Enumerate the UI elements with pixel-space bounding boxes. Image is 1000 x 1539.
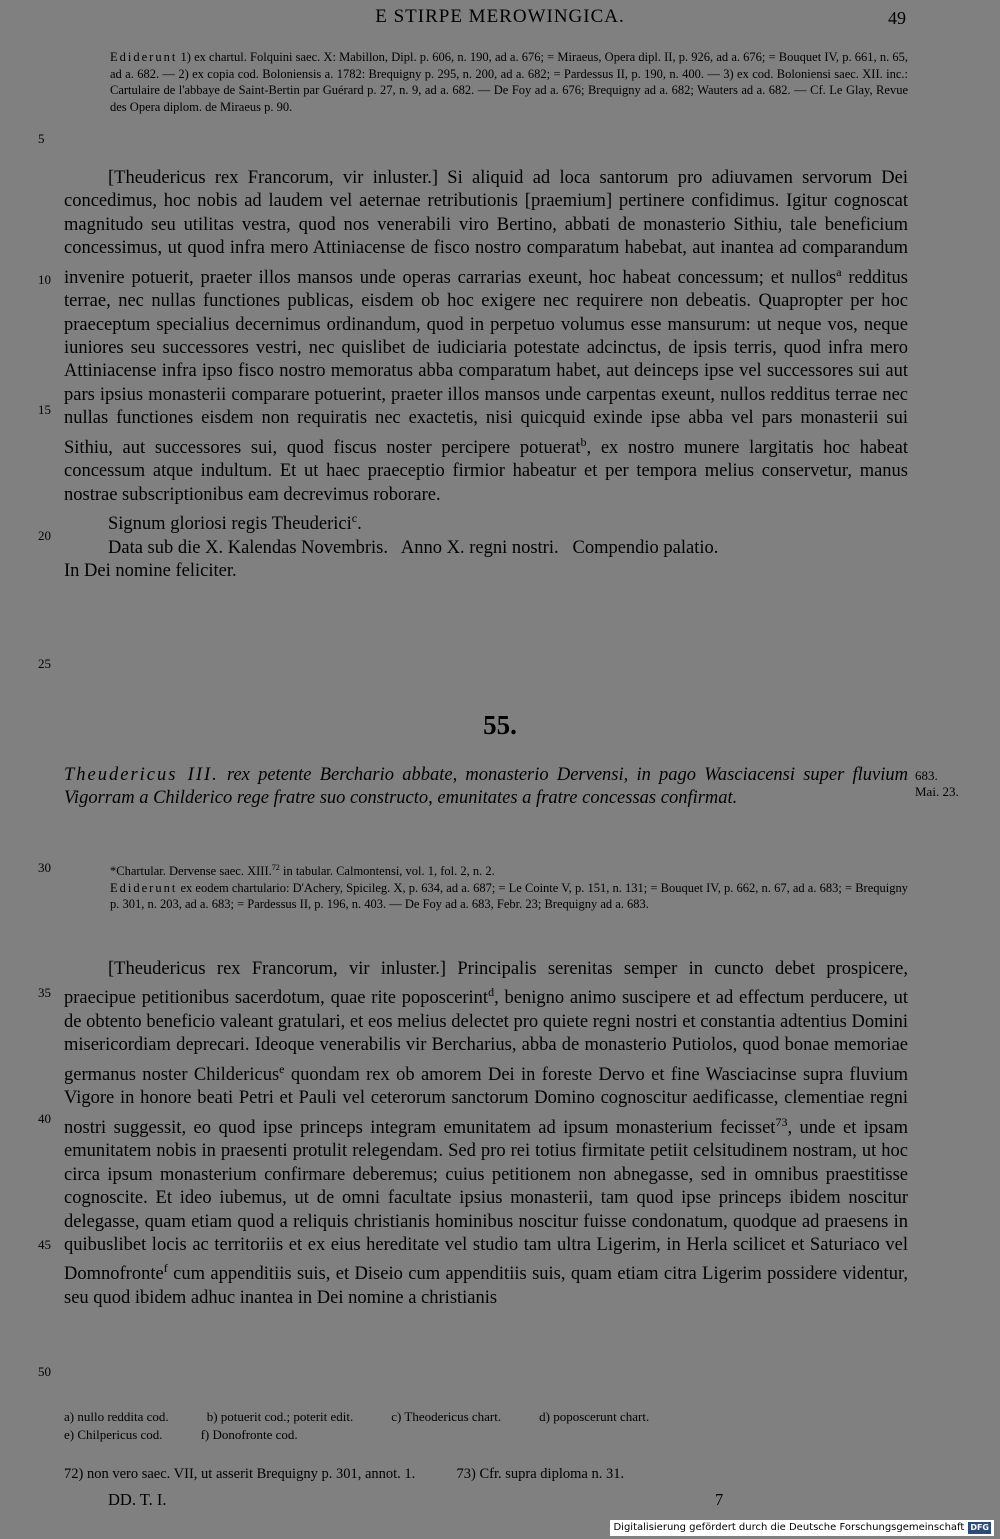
doc55-sources [110, 860, 908, 913]
line-number: 35 [38, 985, 51, 1000]
line-number: 40 [38, 1111, 51, 1126]
charter-paragraph: [Theudericus rex Francorum, vir inluster.] Si aliquid ad loca santorum pro adiuvamen servorum Dei concedimus, hoc nobis ad laudem vel aeternae retributionis [praemium] pertinere confidimus. Igitur cognoscat magnitudo seu utilitas vestra, quod nos venerabili viro Bertino, abbati de monasterio Sithiu, tale beneficium concessimus, ut quod infra mero Attiniacense de fisco nostro comparatum habebat, aut inantea ad comparandum invenire potuerit, praeter illos mansos unde operas carrarias exeunt, hoc habeat concessum; et nullos$^a$ redditus terrae, nec nullas functiones publicas, eisdem ob hoc exigere nec requirere non debeatis. Quapropter per hoc praeceptum specialius decernimus ordinandum, quod in perpetuo volumus esse mansurum: ut neque vos, neque iuniores seu successores vestri, nec quislibet de iudiciaria potestate adcinctus, de ipsis terris, quod infra mero Attiniacense infra ipso fisco nostro memoratus abba comparatum habet, aut deinceps ipse vel successores sui aut pars ipsius monasterii comparare potuerint, praeter illos mansos unde carpentas exeunt, nullos redditus terrae nec nullas functiones eisdem non requiratis nec exactetis, nisi quicquid exinde ipse abba vel pars monasterii sui Sithiu, aut successores sui, quod fiscus noster percipere potuerat$^b$, ex nostro munere largitatis hoc habeat concessum atque indultum. Et ut haec praeceptio firmior habeatur et per tempora melius conservetur, manus nostrae subscriptionibus eam decrevimus roborare. [64, 168, 908, 505]
credit-text: Digitalisierung gefördert durch die Deutsche Forschungsgemeinschaft [613, 1522, 965, 1533]
charter-paragraph: [Theudericus rex Francorum, vir inluster.] Principalis serenitas semper in cuncto debet prospicere, praecipue petitionibus sacerdotum, quae rite poposcerint$^d$, benigno animo suscipere et ad effectum perducere, ut de obtento beneficio valeant gratulari, et eos melius delectet pro quiete regni nostri et constantia adtentius Domini misericordiam deprecari. Ideoque venerabilis vir Bercharius, abba de monasterio Putiolos, quod bonae memoriae germanus noster Childericus$^e$ quondam rex ob amorem Dei in foreste Dervo et fine Wasciacinse supra fluvium Vigore in honore beati Petri et Pauli vel ceterorum sanctorum Domino cognoscitur aedificasse, clementiae regni nostri suggessit, eo quod ipse princeps integram emunitatem ad ipsum monasterium fecisset$^{73}$, unde et ipsam emunitatem nobis in praesenti protulit relegendam. Sed pro rei totius firmitate petiit celsitudinem nostram, ut hoc circa ipsum monasterium confirmare deberemus; cuius petitionem non abnegasse, sed in omnibus praestitisse cognoscite. Et ideo iubemus, ut de omni facultate ipsius monasterii, tam quod ipse princeps ibidem noscitur delegasse, quam etiam quod a reliquis christianis hominibus noscitur fuisse condonatum, quodque ad praesens in quibuslibet locis ac territoriis et ex eius hereditate vel studio tam ultra Ligerim, in Herla scilicet et Saturiaco vel Domnofronte$^f$ cum appenditiis suis, et Diseio cum appenditiis suis, quam etiam citra Ligerim possidere videntur, seu quod ibidem adhuc inantea in Dei nomine a christianis [64, 959, 908, 1308]
source-chartular: *Chartular. Dervense saec. XIII.$^{72}$ in tabular. Calmontensi, vol. 1, fol. 2, n. 2. [110, 863, 495, 879]
line-number: 5 [38, 131, 45, 146]
source-editions: Ediderunt ex eodem chartulario: D'Achery, Spicileg. X, p. 634, ad a. 687; = Le Cointe V, p. 151, n. 131; = Bouquet IV, p. 662, n. 67, ad a. 683; = Brequigny p. 301, n. 203, ad a. 683; = Pardessus II, p. 196, n. 403. — De Foy ad a. 683, Febr. 23; Brequigny ad a. 683. [110, 880, 908, 912]
line-number: 15 [38, 402, 51, 417]
line-number: 45 [38, 1237, 51, 1252]
doc55-date [915, 768, 975, 800]
doc55-text [64, 958, 908, 1310]
doc54-sources [110, 49, 908, 115]
closing-line: In Dei nomine feliciter. [64, 560, 237, 581]
line-number: 50 [38, 1364, 51, 1379]
line-number: 10 [38, 272, 51, 287]
line-number: 25 [38, 656, 51, 671]
sheet-signature: DD. T. I. [108, 1490, 167, 1509]
signum-line: Signum gloriosi regis Theuderici$^c$. [108, 511, 362, 535]
regest-text: rex petente Berchario abbate, monasterio Dervensi, in pago Wasciacensi super fluvium Vigorram a Childerico rege fratre suo constructo, emunitates a fratre concessas confirmat. [64, 765, 908, 808]
line-number: 20 [38, 528, 51, 543]
note-a: a) nullo reddita cod. [64, 1409, 169, 1424]
sources-text: 1) ex chartul. Folquini saec. X: Mabillon, Dipl. p. 606, n. 190, ad a. 676; = Miraeus, Opera dipl. II, p. 926, ad a. 676; = Bouquet IV, p. 661, n. 65, ad a. 682. — 2) ex copia cod. Boloniensis a. 1782: Brequigny p. 295, n. 200, ad a. 682; = Pardessus II, p. 190, n. 400. — 3) ex cod. Boloniensi saec. XII. inc.: Cartulaire de l'abbaye de Saint-Bertin par Guérard p. 27, n. 9, ad a. 682. — De Foy ad a. 676; Brequigny ad a. 682; Wauters ad a. 682. — Cf. Le Glay, Revue des Opera diplom. de Miraeus p. 90. [110, 50, 909, 114]
note-c: c) Theodericus chart. [391, 1409, 502, 1424]
note-d: d) poposcerunt chart. [539, 1409, 650, 1424]
date-day: Mai. 23. [915, 784, 959, 799]
doc54-text [64, 167, 908, 583]
note-e: e) Chilpericus cod. [64, 1427, 163, 1442]
variant-notes [64, 1408, 908, 1444]
dfg-logo: DFG [970, 1523, 989, 1532]
footnote-73: 73) Cfr. supra diploma n. 31. [456, 1466, 625, 1482]
line-number: 30 [38, 860, 51, 875]
running-title: E STIRPE MEROWINGICA. [375, 6, 625, 27]
note-b: b) potuerit cod.; poterit edit. [206, 1409, 354, 1424]
regest-king: Theudericus III. [64, 765, 219, 785]
running-header [0, 6, 1000, 32]
sources-lead: Ediderunt [110, 50, 178, 64]
doc55-regest [64, 764, 908, 810]
footnote-72: 72) non vero saec. VII, ut asserit Brequigny p. 301, annot. 1. [64, 1466, 416, 1482]
digitization-credit [610, 1520, 994, 1536]
sheet-number: 7 [715, 1490, 724, 1509]
page-number: 49 [888, 8, 906, 28]
note-f: f) Donofronte cod. [200, 1427, 298, 1442]
document-number: 55. [483, 710, 517, 740]
dating-line: Data sub die X. Kalendas Novembris. Anno X. regni nostri. Compendio palatio. [108, 537, 719, 558]
date-year: 683. [915, 768, 938, 783]
footnotes [64, 1465, 908, 1483]
